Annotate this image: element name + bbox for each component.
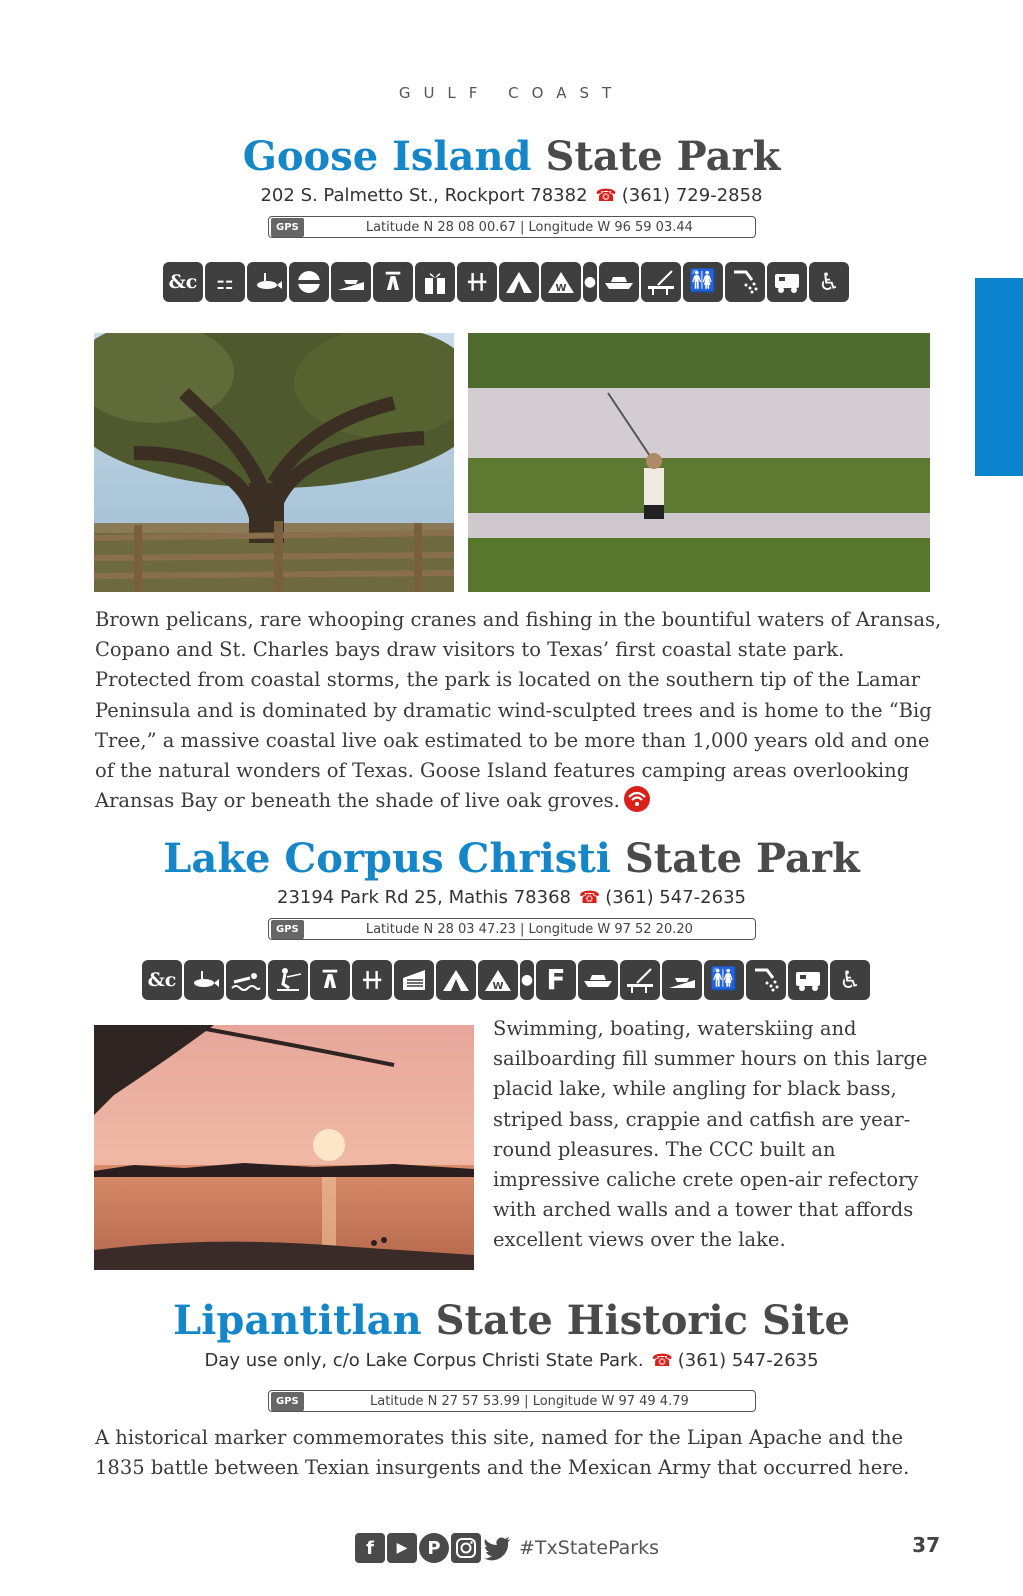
hashtag: #TxStateParks	[519, 1537, 660, 1559]
boat-ramp-icon	[662, 960, 702, 1000]
section-label: GULF COAST	[398, 84, 625, 102]
amenity-icons	[163, 262, 849, 302]
photo-angler	[468, 333, 930, 592]
waterskiing-icon	[268, 960, 308, 1000]
electric-icon: ●	[583, 262, 597, 302]
gps-box	[268, 1390, 756, 1412]
park-description	[95, 605, 945, 816]
phone-number[interactable]: (361) 729-2858	[621, 185, 763, 206]
buoy-icon	[289, 262, 329, 302]
gps-coordinates: Latitude N 28 03 47.23 | Longitude W 97 52 20.20	[365, 921, 693, 937]
fishing-icon	[184, 960, 224, 1000]
phone-number[interactable]: (361) 547-2635	[677, 1350, 819, 1371]
phone-icon: ☎	[579, 888, 601, 908]
park-title-rest: State Park	[545, 133, 781, 180]
gift-shop-icon	[415, 262, 455, 302]
wifi-icon	[624, 786, 650, 812]
twitter-icon[interactable]	[483, 1533, 513, 1563]
address-text: Day use only, c/o Lake Corpus Christi State Park.	[204, 1350, 644, 1371]
park-title-rest: State Historic Site	[435, 1297, 850, 1344]
boat-ramp-icon	[331, 262, 371, 302]
page-number: 37	[912, 1533, 940, 1557]
dining-hall-icon	[394, 960, 434, 1000]
instagram-icon[interactable]	[451, 1533, 481, 1563]
section-tab	[975, 278, 1023, 476]
park-title-lake-corpus-christi	[0, 836, 1023, 882]
gps-box	[268, 216, 756, 238]
gps-badge: GPS	[271, 218, 304, 237]
group-picnic-icon: ╋╋	[352, 960, 392, 1000]
social-footer	[355, 1533, 659, 1563]
restroom-icon: 🚻	[683, 262, 723, 302]
rv-icon	[788, 960, 828, 1000]
description-text: Brown pelicans, rare whooping cranes and fishing in the bountiful waters of Aransas, Copano and St. Charles bays draw visitors to Texas’ first coastal state park. Protected from coastal storms, the park is located on the southern tip of the Lamar Peninsula and is dominated by dramatic wind-sculpted trees and is home to the “Big Tree,” a massive coastal live oak estimated to be more than 1,000 years old and one of the natural wonders of Texas. Goose Island features camping areas overlooking Aransas Bay or beneath the shade of live oak groves.	[95, 608, 942, 813]
park-address	[0, 1349, 1023, 1373]
park-title-lipantitlan	[0, 1298, 1023, 1344]
description-text: A historical marker commemorates this site, named for the Lipan Apache and the 1835 battle between Texian insurgents and the Mexican Army that occurred here.	[95, 1426, 910, 1480]
picnic-icon: ⊼	[373, 262, 413, 302]
water-camping-icon	[478, 960, 518, 1000]
youtube-icon[interactable]: ▶	[387, 1533, 417, 1563]
phone-icon: ☎	[651, 1351, 673, 1371]
boat-icon	[599, 262, 639, 302]
fishing-pier-icon	[641, 262, 681, 302]
accessible-icon: ♿	[830, 960, 870, 1000]
park-title-highlight: Lipantitlan	[173, 1297, 422, 1344]
park-description	[493, 1014, 943, 1256]
amenity-icons	[142, 960, 870, 1000]
fishing-pier-icon	[620, 960, 660, 1000]
shower-icon	[746, 960, 786, 1000]
photo-lake-sunset	[94, 1025, 474, 1270]
electric-icon: ●	[520, 960, 534, 1000]
description-text: Swimming, boating, waterskiing and sailboarding fill summer hours on this large placid lake, while angling for black bass, striped bass, crappie and catfish are year-round pleasures. The CCC built an impressive caliche crete open-air refectory with arched walls and a tower that affords excellent views over the lake.	[493, 1017, 928, 1252]
c-and-c-icon: &c	[163, 262, 203, 302]
group-picnic-icon: ╋╋	[457, 262, 497, 302]
trail-icon: ⚏	[205, 262, 245, 302]
gps-badge: GPS	[271, 920, 304, 939]
picnic-icon: ⊼	[310, 960, 350, 1000]
park-description	[95, 1423, 945, 1483]
photo-big-tree	[94, 333, 454, 592]
address-text: 23194 Park Rd 25, Mathis 78368	[277, 887, 571, 908]
park-address	[0, 184, 1023, 208]
restroom-icon: 🚻	[704, 960, 744, 1000]
full-hookup-icon: F	[536, 960, 576, 1000]
gps-badge: GPS	[271, 1392, 304, 1411]
gps-coordinates: Latitude N 28 08 00.67 | Longitude W 96 59 03.44	[365, 219, 693, 235]
park-title-goose-island	[0, 134, 1023, 180]
svg-text:W: W	[492, 981, 504, 992]
swimming-icon	[226, 960, 266, 1000]
park-title-highlight: Goose Island	[242, 133, 532, 180]
tent-camping-icon	[436, 960, 476, 1000]
phone-icon: ☎	[595, 186, 617, 206]
c-and-c-icon: &c	[142, 960, 182, 1000]
svg-text:W: W	[555, 283, 567, 294]
pinterest-icon[interactable]: P	[419, 1533, 449, 1563]
gps-coordinates: Latitude N 27 57 53.99 | Longitude W 97 49 4.79	[369, 1393, 689, 1409]
park-address	[0, 886, 1023, 910]
boat-icon	[578, 960, 618, 1000]
gps-box	[268, 918, 756, 940]
shower-icon	[725, 262, 765, 302]
tent-camping-icon	[499, 262, 539, 302]
park-title-highlight: Lake Corpus Christi	[163, 835, 611, 882]
phone-number[interactable]: (361) 547-2635	[605, 887, 746, 908]
address-text: 202 S. Palmetto St., Rockport 78382	[260, 185, 588, 206]
accessible-icon: ♿	[809, 262, 849, 302]
facebook-icon[interactable]: f	[355, 1533, 385, 1563]
park-title-rest: State Park	[624, 835, 860, 882]
fishing-icon	[247, 262, 287, 302]
rv-icon	[767, 262, 807, 302]
water-camping-icon	[541, 262, 581, 302]
